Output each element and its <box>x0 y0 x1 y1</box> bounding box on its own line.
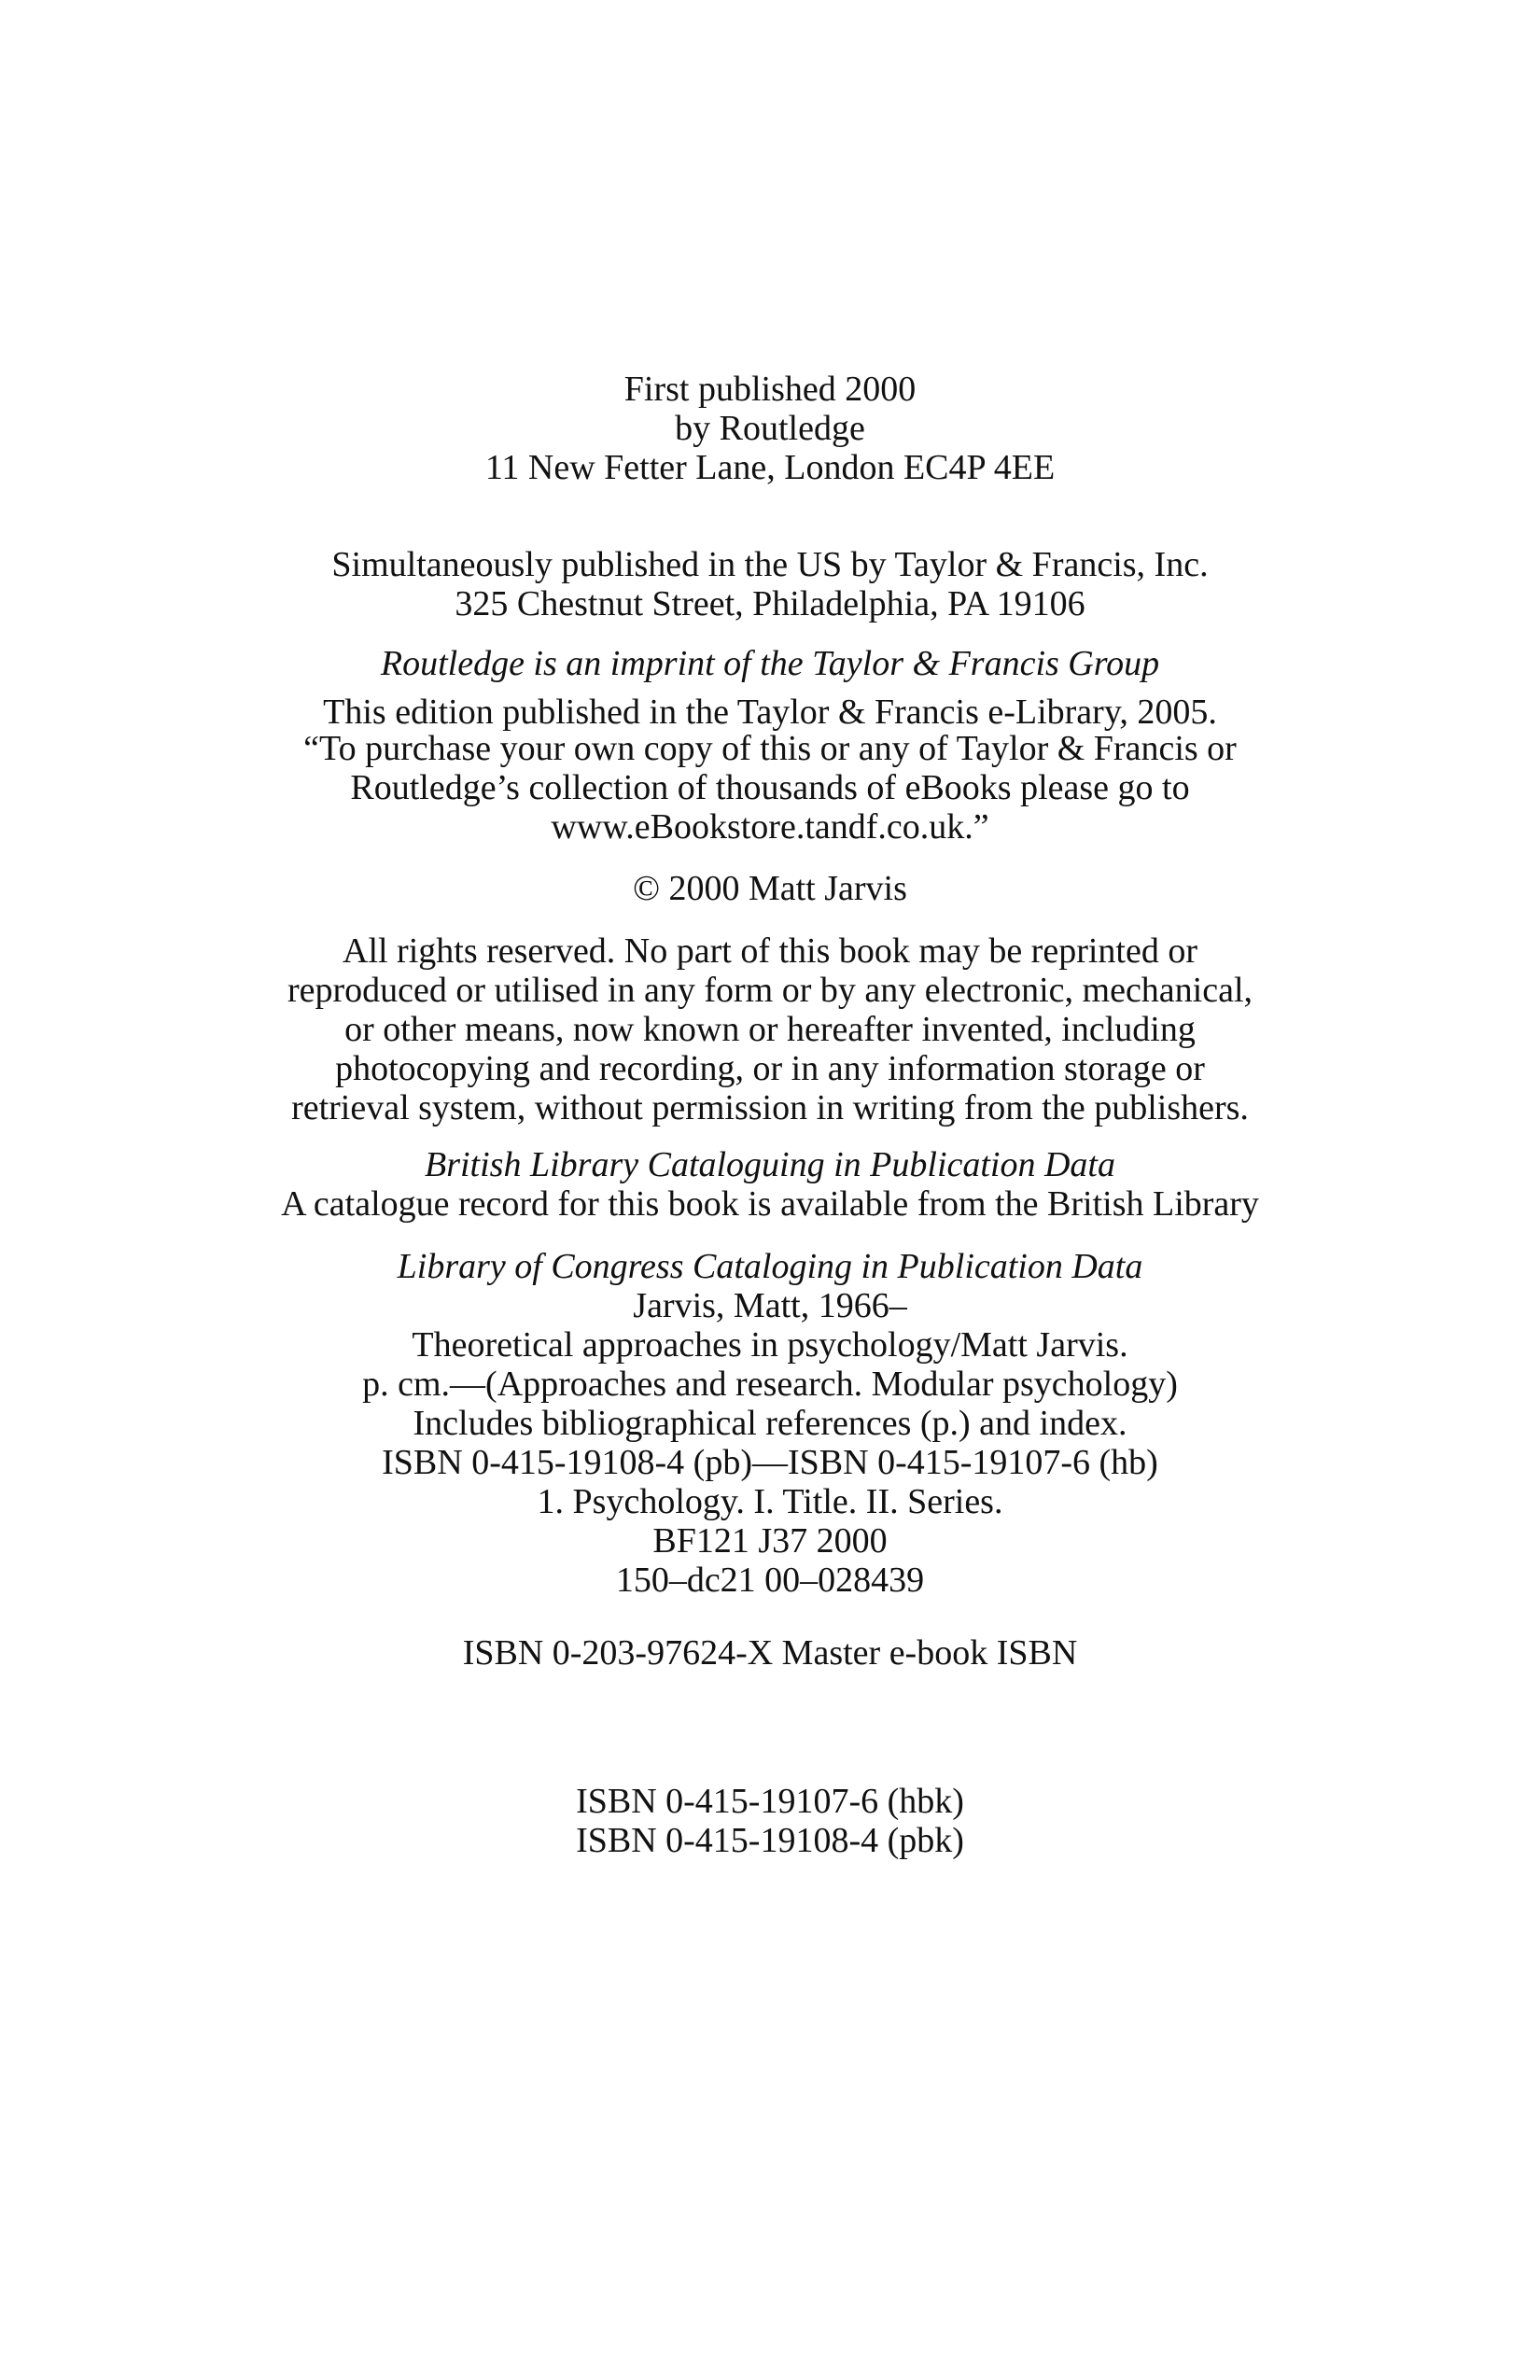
rights-line-2: reproduced or utilised in any form or by any electronic, mechanical, <box>287 971 1253 1010</box>
loc-line-4: Includes bibliographical references (p.) and index. <box>413 1404 1127 1443</box>
first-published-line: First published 2000 <box>623 370 917 409</box>
purchase-note-line-2: Routledge’s collection of thousands of eBooks please go to <box>350 768 1190 807</box>
purchase-note-line-1: “To purchase your own copy of this or any of Taylor & Francis or <box>303 729 1237 768</box>
isbn-hbk-line: ISBN 0-415-19107-6 (hbk) <box>576 1782 964 1821</box>
rights-line-4: photocopying and recording, or in any information storage or <box>335 1049 1205 1088</box>
loc-line-6: 1. Psychology. I. Title. II. Series. <box>537 1482 1003 1521</box>
purchase-note-line-3: www.eBookstore.tandf.co.uk.” <box>551 807 989 847</box>
master-isbn-line: ISBN 0-203-97624-X Master e-book ISBN <box>462 1633 1078 1673</box>
edition-note <box>0 669 1540 732</box>
publisher-line: by Routledge <box>675 409 865 448</box>
purchase-note <box>0 729 1540 847</box>
loc-line-1: Jarvis, Matt, 1966– <box>633 1286 907 1325</box>
british-library-text: A catalogue record for this book is available from the British Library <box>281 1184 1259 1224</box>
loc-line-2: Theoretical approaches in psychology/Matt Jarvis. <box>412 1325 1128 1365</box>
publication-block <box>0 370 1540 487</box>
british-library-block <box>0 1145 1540 1224</box>
loc-block <box>0 1247 1540 1600</box>
british-library-heading: British Library Cataloguing in Publication Data <box>425 1145 1115 1184</box>
edition-note-text: This edition published in the Taylor & Francis e-Library, 2005. <box>323 693 1217 732</box>
copyright-line: © 2000 Matt Jarvis <box>633 869 907 908</box>
loc-line-7: BF121 J37 2000 <box>652 1521 888 1561</box>
imprint-note: Routledge is an imprint of the Taylor & Francis Group <box>380 644 1160 683</box>
rights-line-1: All rights reserved. No part of this book may be reprinted or <box>343 931 1197 971</box>
us-publication-block <box>0 545 1540 623</box>
rights-statement <box>0 931 1540 1127</box>
loc-line-8: 150–dc21 00–028439 <box>615 1561 925 1600</box>
isbn-block <box>0 1782 1540 1860</box>
us-publication-line-1: Simultaneously published in the US by Taylor & Francis, Inc. <box>331 545 1209 584</box>
rights-line-5: retrieval system, without permission in writing from the publishers. <box>291 1088 1249 1127</box>
rights-line-3: or other means, now known or hereafter invented, including <box>344 1010 1196 1049</box>
loc-line-5: ISBN 0-415-19108-4 (pb)—ISBN 0-415-19107-6 (hb) <box>382 1443 1158 1482</box>
us-publication-line-2: 325 Chestnut Street, Philadelphia, PA 19106 <box>455 584 1085 623</box>
isbn-pbk-line: ISBN 0-415-19108-4 (pbk) <box>576 1821 964 1860</box>
publisher-address-line: 11 New Fetter Lane, London EC4P 4EE <box>484 448 1056 487</box>
loc-heading: Library of Congress Cataloging in Publication Data <box>397 1247 1143 1286</box>
loc-line-3: p. cm.—(Approaches and research. Modular psychology) <box>362 1365 1178 1404</box>
